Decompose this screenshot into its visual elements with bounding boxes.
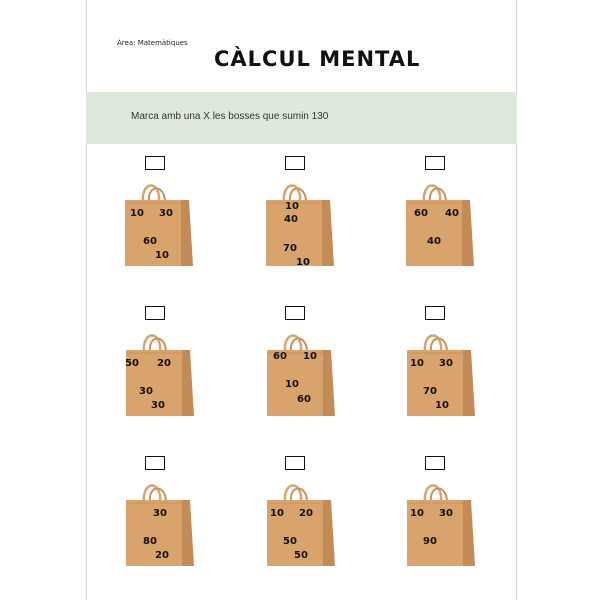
shopping-bag-icon	[401, 476, 481, 571]
bag-number: 40	[445, 208, 459, 219]
bag-item-3	[400, 156, 480, 286]
bag-number: 10	[303, 351, 317, 362]
bag-number: 30	[139, 386, 153, 397]
bag-number: 30	[151, 400, 165, 411]
bag-checkbox-7[interactable]	[145, 456, 165, 470]
bag-number: 10	[410, 508, 424, 519]
bag-number: 30	[439, 358, 453, 369]
bag-number: 30	[153, 508, 167, 519]
bag-number: 60	[297, 394, 311, 405]
bag-number: 10	[435, 400, 449, 411]
bag-number: 10	[285, 201, 299, 212]
bag-checkbox-9[interactable]	[425, 456, 445, 470]
bag-checkbox-5[interactable]	[285, 306, 305, 320]
bag-number: 80	[143, 536, 157, 547]
subject-area-label: Àrea: Matemàtiques	[117, 39, 188, 47]
bag-checkbox-1[interactable]	[145, 156, 165, 170]
bag-item-4	[120, 306, 200, 436]
bag-number: 20	[299, 508, 313, 519]
bag-number: 50	[283, 536, 297, 547]
page-title: CÀLCUL MENTAL	[214, 47, 421, 71]
bag-number: 10	[410, 358, 424, 369]
shopping-bag-icon	[261, 326, 341, 421]
bag-number: 70	[423, 386, 437, 397]
bag-checkbox-8[interactable]	[285, 456, 305, 470]
instruction-text: Marca amb una X les bosses que sumin 130	[131, 111, 329, 122]
bag-number: 10	[155, 250, 169, 261]
bag-number: 30	[439, 508, 453, 519]
bag-number: 20	[155, 550, 169, 561]
bag-checkbox-4[interactable]	[145, 306, 165, 320]
bag-item-5	[261, 306, 341, 436]
bag-item-1	[119, 156, 199, 286]
bag-number: 40	[284, 214, 298, 225]
bag-item-8	[261, 456, 341, 586]
bag-number: 50	[294, 550, 308, 561]
bag-checkbox-2[interactable]	[285, 156, 305, 170]
bag-number: 60	[273, 351, 287, 362]
bag-number: 60	[143, 236, 157, 247]
bag-number: 60	[414, 208, 428, 219]
bag-checkbox-6[interactable]	[425, 306, 445, 320]
bag-number: 90	[423, 536, 437, 547]
bag-number: 70	[283, 243, 297, 254]
bag-item-2	[260, 156, 340, 286]
bag-number: 50	[125, 358, 139, 369]
bag-number: 10	[130, 208, 144, 219]
bag-item-7	[120, 456, 200, 586]
shopping-bag-icon	[400, 176, 480, 271]
bag-number: 10	[296, 257, 310, 268]
bag-number: 20	[157, 358, 171, 369]
bag-item-6	[401, 306, 481, 436]
bag-checkbox-3[interactable]	[425, 156, 445, 170]
bag-number: 30	[159, 208, 173, 219]
bag-number: 40	[427, 236, 441, 247]
bag-number: 10	[285, 379, 299, 390]
bag-item-9	[401, 456, 481, 586]
bag-number: 10	[270, 508, 284, 519]
